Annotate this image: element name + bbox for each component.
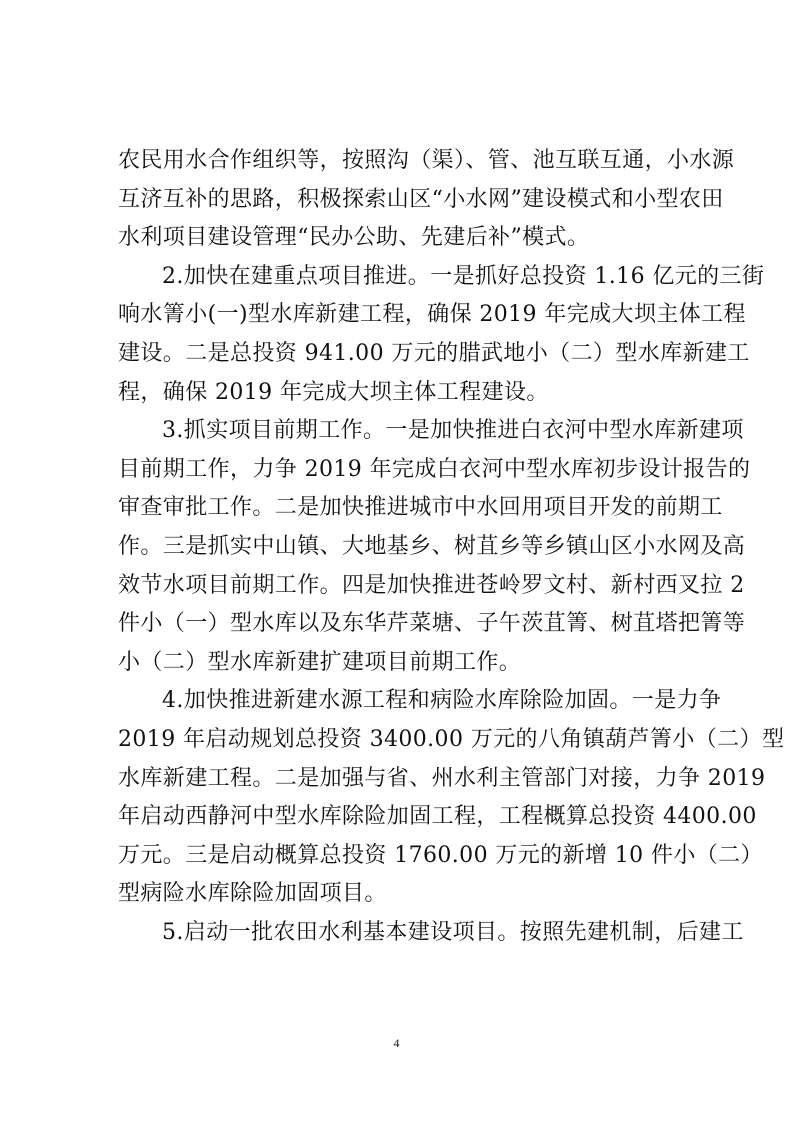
text-line: 水利项目建设管理“民办公助、先建后补”模式。 (118, 225, 590, 251)
text-line: 型病险水库除险加固项目。 (118, 881, 387, 907)
text-line: 3.抓实项目前期工作。一是加快推进白衣河中型水库新建项 (162, 418, 744, 444)
text-line: 2.加快在建重点项目推进。一是抓好总投资 1.16 亿元的三街 (162, 263, 765, 289)
text-line: 2019 年启动规划总投资 3400.00 万元的八角镇葫芦箐小（二）型 (118, 726, 785, 752)
text-line: 5.启动一批农田水利基本建设项目。按照先建机制，后建工 (162, 919, 744, 945)
text-line: 效节水项目前期工作。四是加快推进苍岭罗文村、新村西叉拉 2 (118, 572, 745, 598)
text-line: 审查审批工作。二是加快推进城市中水回用项目开发的前期工 (118, 495, 723, 521)
text-line: 目前期工作，力争 2019 年完成白衣河中型水库初步设计报告的 (118, 456, 751, 482)
text-line: 作。三是抓实中山镇、大地基乡、树苴乡等乡镇山区小水网及高 (118, 533, 746, 559)
text-line: 年启动西静河中型水库除险加固工程，工程概算总投资 4400.00 (118, 804, 757, 830)
body-text (118, 142, 785, 952)
text-line: 响水箐小(一)型水库新建工程，确保 2019 年完成大坝主体工程 (118, 302, 746, 328)
text-line: 程，确保 2019 年完成大坝主体工程建设。 (118, 379, 549, 405)
text-line: 互济互补的思路，积极探索山区“小水网”建设模式和小型农田 (118, 186, 724, 212)
text-line: 建设。二是总投资 941.00 万元的腊武地小（二）型水库新建工 (118, 340, 750, 366)
text-line: 水库新建工程。二是加强与省、州水利主管部门对接，力争 2019 (118, 765, 766, 791)
text-line: 4.加快推进新建水源工程和病险水库除险加固。一是力争 (162, 688, 722, 714)
text-line: 万元。三是启动概算总投资 1760.00 万元的新增 10 件小（二） (118, 842, 763, 868)
page-number: 4 (393, 1036, 400, 1050)
text-line: 件小（一）型水库以及东华芹菜塘、子午茨苴箐、树苴塔把箐等 (118, 611, 746, 637)
text-line: 小（二）型水库新建扩建项目前期工作。 (118, 649, 522, 675)
text-line: 农民用水合作组织等，按照沟（渠）、管、池互联互通，小水源 (118, 148, 735, 173)
